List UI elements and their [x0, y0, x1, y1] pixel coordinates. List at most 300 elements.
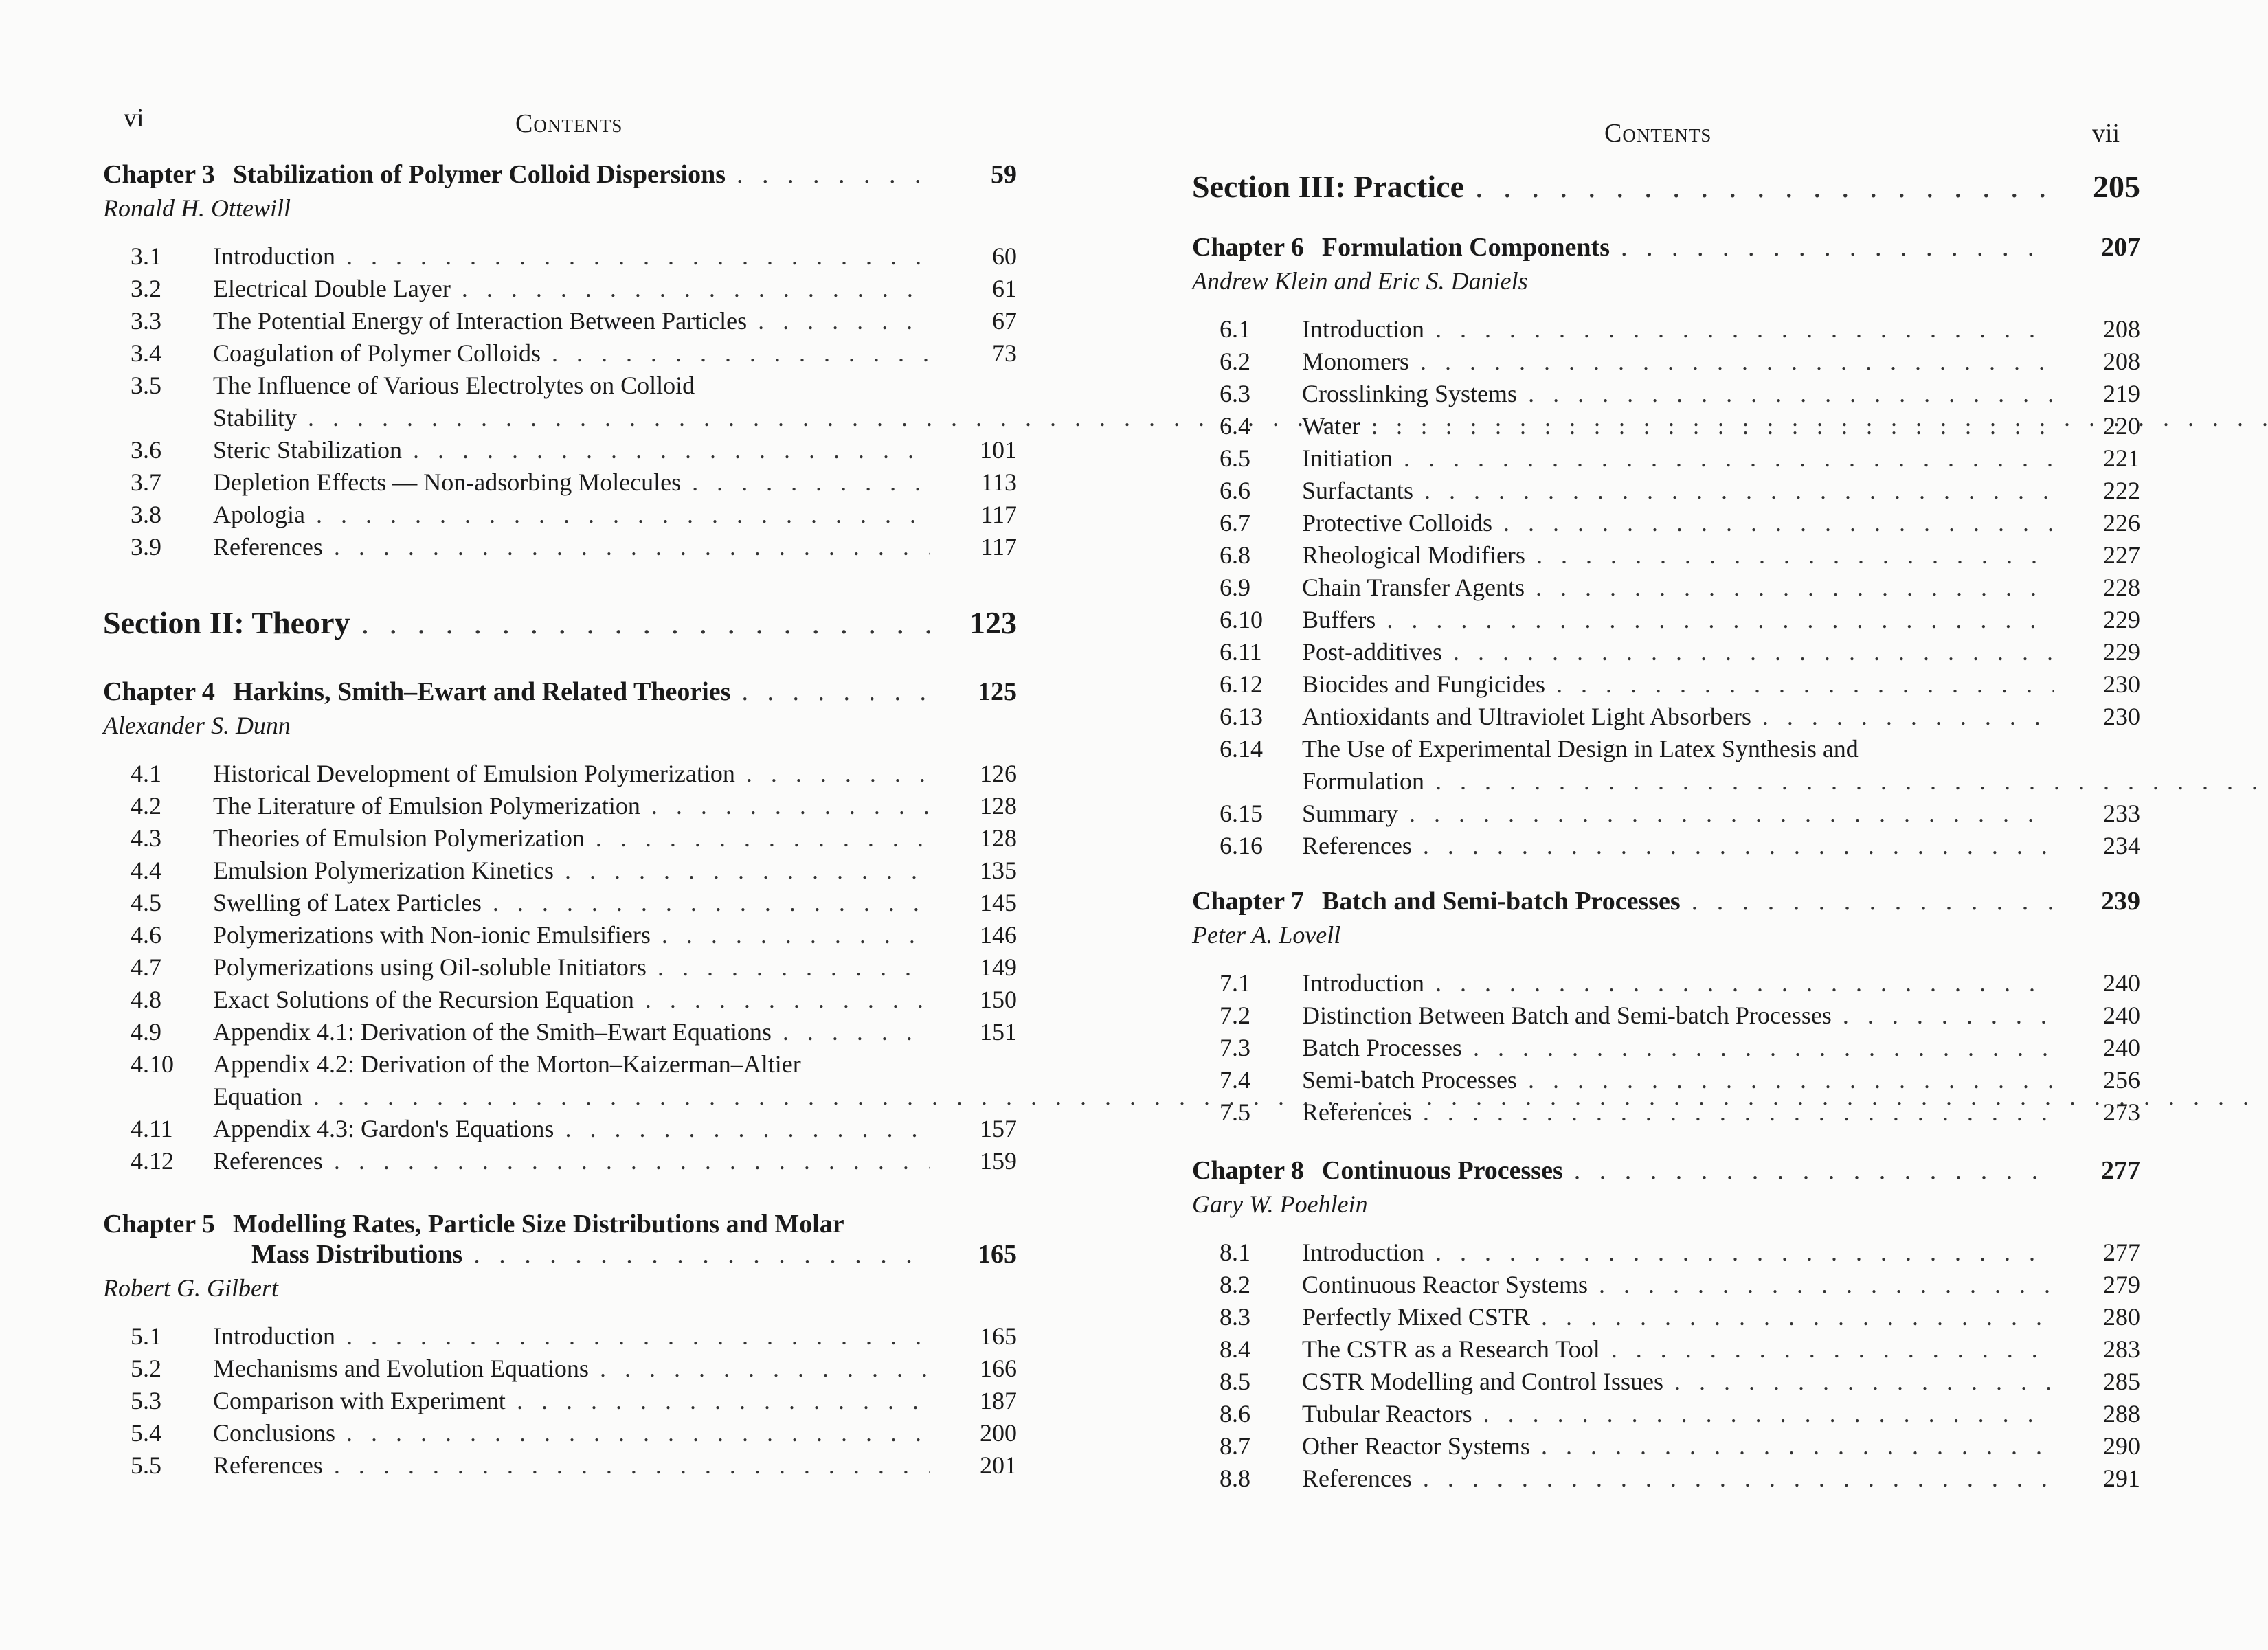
toc-entry[interactable]: [103, 337, 1017, 370]
entry-page: 208: [2103, 315, 2140, 343]
toc-entry[interactable]: [1192, 378, 2140, 410]
entry-page: 166: [980, 1355, 1017, 1382]
leader-dots: [783, 1016, 930, 1048]
entry-number: 3.6: [131, 436, 161, 464]
entry-number: 7.4: [1220, 1066, 1250, 1094]
entry-number: 4.3: [131, 824, 161, 852]
section-title: Section III: Practice: [1192, 169, 1464, 204]
chapter-author: Andrew Klein and Eric S. Daniels: [1192, 267, 1528, 295]
entry-page: 222: [2103, 477, 2140, 504]
leader-dots: [1483, 1398, 2054, 1430]
entry-number: 6.12: [1220, 670, 1263, 698]
toc-entry[interactable]: [103, 1353, 1017, 1385]
toc-entry[interactable]: [103, 273, 1017, 305]
section-3: [1192, 168, 2140, 205]
entry-page: 230: [2103, 670, 2140, 698]
entry-title-line2: Stability: [213, 404, 297, 431]
chapter-page: 239: [2101, 887, 2140, 916]
entry-list: [1192, 313, 2140, 862]
toc-entry[interactable]: [1192, 1236, 2140, 1269]
entry-page: 273: [2103, 1098, 2140, 1126]
toc-entry[interactable]: [1192, 733, 2140, 798]
entry-number: 3.3: [131, 307, 161, 335]
toc-entry[interactable]: [1192, 1333, 2140, 1366]
toc-entry[interactable]: [103, 434, 1017, 466]
entry-title: References: [213, 1147, 323, 1175]
chapter-author: Ronald H. Ottewill: [103, 194, 291, 222]
entry-number: 4.1: [131, 760, 161, 787]
toc-entry[interactable]: [103, 1385, 1017, 1417]
chapter-author: Robert G. Gilbert: [103, 1274, 278, 1302]
toc-entry[interactable]: [1192, 1301, 2140, 1333]
chapter-title: Modelling Rates, Particle Size Distributions and Molar: [232, 1210, 844, 1239]
entry-title: Buffers: [1302, 606, 1376, 633]
left-running-head: Contents: [515, 109, 623, 138]
entry-title: Surfactants: [1302, 477, 1413, 504]
entry-number: 8.3: [1220, 1303, 1250, 1331]
toc-entry[interactable]: [1192, 1462, 2140, 1495]
entry-number: 6.4: [1220, 412, 1250, 440]
entry-list: [1192, 967, 2140, 1129]
entry-page: 60: [992, 242, 1017, 270]
entry-number: 3.5: [131, 372, 161, 399]
entry-number: 4.4: [131, 857, 161, 884]
entry-page: 128: [980, 824, 1017, 852]
chapter-author: Alexander S. Dunn: [103, 712, 291, 739]
entry-number: 6.14: [1220, 735, 1263, 762]
entry-title: Batch Processes: [1302, 1034, 1462, 1061]
entry-title: The Use of Experimental Design in Latex Synthesis and: [1302, 735, 1859, 762]
entry-number: 7.2: [1220, 1002, 1250, 1029]
section-2: [103, 604, 1017, 641]
entry-title: The Literature of Emulsion Polymerization: [213, 792, 640, 820]
entry-number: 3.7: [131, 468, 161, 496]
entry-number: 4.6: [131, 921, 161, 949]
leader-dots: [473, 1239, 930, 1269]
entry-title: Semi-batch Processes: [1302, 1066, 1517, 1094]
entry-page: 165: [980, 1322, 1017, 1350]
entry-number: 4.12: [131, 1147, 174, 1175]
leader-dots: [552, 337, 930, 370]
entry-title: Appendix 4.2: Derivation of the Morton–Kaizerman–Altier: [213, 1050, 801, 1078]
entry-page: 128: [980, 792, 1017, 820]
entry-number: 8.6: [1220, 1400, 1250, 1427]
entry-page: 285: [2103, 1368, 2140, 1395]
entry-title: Electrical Double Layer: [213, 275, 451, 302]
entry-number: 7.5: [1220, 1098, 1250, 1126]
entry-title: Introduction: [213, 1322, 335, 1350]
toc-entry[interactable]: [103, 822, 1017, 855]
toc-entry[interactable]: [103, 240, 1017, 273]
entry-title: Conclusions: [213, 1419, 336, 1447]
leader-dots: [1435, 765, 2268, 798]
entry-page: 146: [980, 921, 1017, 949]
entry-title: Mechanisms and Evolution Equations: [213, 1355, 589, 1382]
entry-page: 200: [980, 1419, 1017, 1447]
entry-number: 4.9: [131, 1018, 161, 1046]
toc-entry[interactable]: [103, 758, 1017, 790]
toc-entry[interactable]: [1192, 313, 2140, 346]
toc-entry[interactable]: [1192, 668, 2140, 701]
entry-number: 7.3: [1220, 1034, 1250, 1061]
section-heading[interactable]: [103, 604, 1017, 641]
toc-entry[interactable]: [1192, 1064, 2140, 1096]
entry-title: The CSTR as a Research Tool: [1302, 1335, 1600, 1363]
entry-page: 226: [2103, 509, 2140, 536]
toc-entry[interactable]: [103, 1048, 1017, 1113]
chapter-heading[interactable]: [1192, 232, 2140, 262]
entry-number: 5.1: [131, 1322, 161, 1350]
entry-page: 157: [980, 1115, 1017, 1142]
entry-page: 229: [2103, 638, 2140, 666]
toc-entry[interactable]: [103, 1145, 1017, 1177]
leader-dots: [413, 434, 930, 466]
chapter-4: [103, 677, 1017, 1177]
entry-number: 5.3: [131, 1387, 161, 1414]
toc-entry[interactable]: [103, 951, 1017, 984]
entry-page: 277: [2103, 1239, 2140, 1266]
toc-entry[interactable]: [1192, 539, 2140, 572]
chapter-title: Formulation Components: [1321, 233, 1610, 262]
chapter-label: Chapter 3: [103, 160, 215, 189]
entry-list: [103, 240, 1017, 563]
entry-title: Polymerizations using Oil-soluble Initiators: [213, 953, 647, 981]
entry-title: References: [1302, 832, 1412, 859]
toc-entry[interactable]: [1192, 1430, 2140, 1462]
entry-number: 8.7: [1220, 1432, 1250, 1460]
toc-entry[interactable]: [1192, 1032, 2140, 1064]
chapter-title: Continuous Processes: [1321, 1156, 1563, 1185]
chapter-6: [1192, 232, 2140, 862]
chapter-label: Chapter 8: [1192, 1156, 1304, 1185]
entry-title: References: [1302, 1465, 1412, 1492]
entry-number: 6.11: [1220, 638, 1262, 666]
leader-dots: [737, 159, 930, 190]
chapter-5: [103, 1209, 1017, 1482]
entry-title: Appendix 4.3: Gardon's Equations: [213, 1115, 554, 1142]
leader-dots: [1435, 1236, 2054, 1269]
toc-entry[interactable]: [1192, 346, 2140, 378]
toc-entry[interactable]: [103, 1320, 1017, 1353]
leader-dots: [346, 240, 930, 273]
chapter-heading[interactable]: [103, 159, 1017, 190]
entry-title: Exact Solutions of the Recursion Equation: [213, 986, 634, 1013]
toc-entry[interactable]: [1192, 572, 2140, 604]
chapter-page: 125: [978, 677, 1017, 706]
entry-title: Summary: [1302, 800, 1398, 827]
entry-page: 149: [980, 953, 1017, 981]
toc-entry[interactable]: [103, 466, 1017, 499]
leader-dots: [692, 466, 930, 499]
toc-entry[interactable]: [1192, 636, 2140, 668]
chapter-heading[interactable]: [103, 677, 1017, 707]
leader-dots: [1599, 1269, 2054, 1301]
leader-dots: [1611, 1333, 2054, 1366]
chapter-title: Harkins, Smith–Ewart and Related Theories: [232, 677, 731, 706]
toc-entry[interactable]: [103, 984, 1017, 1016]
entry-page: 151: [980, 1018, 1017, 1046]
entry-title: Apologia: [213, 501, 305, 528]
entry-number: 5.4: [131, 1419, 161, 1447]
chapter-author: Peter A. Lovell: [1192, 921, 1341, 949]
entry-page: 227: [2103, 541, 2140, 569]
entry-title: Introduction: [213, 242, 335, 270]
toc-entry[interactable]: [1192, 1096, 2140, 1129]
toc-entry[interactable]: [103, 531, 1017, 563]
chapter-author: Gary W. Poehlein: [1192, 1190, 1368, 1218]
chapter-page: 165: [978, 1240, 1017, 1269]
entry-number: 4.5: [131, 889, 161, 916]
entry-list: [1192, 1236, 2140, 1495]
entry-page: 61: [992, 275, 1017, 302]
entry-page: 233: [2103, 800, 2140, 827]
entry-number: 4.11: [131, 1115, 173, 1142]
entry-title: Steric Stabilization: [213, 436, 402, 464]
toc-entry[interactable]: [103, 305, 1017, 337]
entry-title: Comparison with Experiment: [213, 1387, 506, 1414]
entry-number: 6.1: [1220, 315, 1250, 343]
toc-entry[interactable]: [1192, 830, 2140, 862]
entry-number: 6.15: [1220, 800, 1263, 827]
entry-number: 3.4: [131, 339, 161, 367]
entry-title: Chain Transfer Agents: [1302, 574, 1525, 601]
leader-dots: [1536, 539, 2054, 572]
entry-number: 6.7: [1220, 509, 1250, 536]
chapter-title: Stabilization of Polymer Colloid Dispersions: [232, 160, 726, 189]
entry-title: Crosslinking Systems: [1302, 380, 1518, 407]
entry-page: 220: [2103, 412, 2140, 440]
chapter-heading[interactable]: [1192, 886, 2140, 916]
chapter-7: [1192, 886, 2140, 1129]
chapter-heading[interactable]: [103, 1209, 1017, 1269]
entry-page: 240: [2103, 1002, 2140, 1029]
entry-title: CSTR Modelling and Control Issues: [1302, 1368, 1664, 1395]
leader-dots: [493, 887, 930, 919]
toc-entry[interactable]: [1192, 701, 2140, 733]
right-running-head: Contents: [1604, 119, 1712, 148]
leader-dots: [1386, 604, 2054, 636]
toc-entry[interactable]: [103, 919, 1017, 951]
toc-entry[interactable]: [1192, 1398, 2140, 1430]
leader-dots: [346, 1417, 930, 1449]
entry-title: Introduction: [1302, 969, 1424, 997]
entry-page: 280: [2103, 1303, 2140, 1331]
entry-title: Protective Colloids: [1302, 509, 1492, 536]
entry-page: 117: [980, 533, 1017, 561]
entry-number: 8.4: [1220, 1335, 1250, 1363]
leader-dots: [1541, 1301, 2054, 1333]
entry-page: 145: [980, 889, 1017, 916]
entry-page: 279: [2103, 1271, 2140, 1298]
entry-page: 117: [980, 501, 1017, 528]
leader-dots: [1423, 1096, 2054, 1129]
entry-number: 3.2: [131, 275, 161, 302]
entry-title: Antioxidants and Ultraviolet Light Absorbers: [1302, 703, 1751, 730]
entry-list: [103, 1320, 1017, 1482]
toc-entry[interactable]: [1192, 604, 2140, 636]
entry-title: Polymerizations with Non-ionic Emulsifiers: [213, 921, 651, 949]
leader-dots: [1556, 668, 2054, 701]
entry-number: 5.5: [131, 1451, 161, 1479]
leader-dots: [1404, 442, 2054, 475]
entry-page: 113: [980, 468, 1017, 496]
entry-page: 240: [2103, 969, 2140, 997]
entry-page: 234: [2103, 832, 2140, 859]
toc-entry[interactable]: [103, 887, 1017, 919]
leader-dots: [600, 1353, 930, 1385]
entry-number: 6.3: [1220, 380, 1250, 407]
entry-page: 256: [2103, 1066, 2140, 1094]
entry-number: 6.13: [1220, 703, 1263, 730]
chapter-label: Chapter 5: [103, 1210, 215, 1239]
leader-dots: [1536, 572, 2054, 604]
leader-dots: [565, 1113, 930, 1145]
leader-dots: [1435, 313, 2054, 346]
leader-dots: [1420, 346, 2054, 378]
entry-number: 4.2: [131, 792, 161, 820]
entry-title: Emulsion Polymerization Kinetics: [213, 857, 554, 884]
toc-entry[interactable]: [1192, 1366, 2140, 1398]
leader-dots: [662, 919, 930, 951]
entry-number: 8.5: [1220, 1368, 1250, 1395]
toc-entry[interactable]: [1192, 967, 2140, 999]
chapter-title: Batch and Semi-batch Processes: [1321, 887, 1681, 916]
section-title: Section II: Theory: [103, 605, 350, 640]
entry-title: Coagulation of Polymer Colloids: [213, 339, 541, 367]
chapter-page: 207: [2101, 233, 2140, 262]
entry-page: 135: [980, 857, 1017, 884]
chapter-page: 277: [2101, 1156, 2140, 1185]
toc-entry[interactable]: [103, 1449, 1017, 1482]
chapter-label: Chapter 6: [1192, 233, 1304, 262]
entry-title: The Influence of Various Electrolytes on Colloid: [213, 372, 695, 399]
entry-page: 67: [992, 307, 1017, 335]
entry-title: Rheological Modifiers: [1302, 541, 1525, 569]
leader-dots: [1674, 1366, 2054, 1398]
entry-title: References: [213, 1451, 323, 1479]
chapter-label: Chapter 7: [1192, 887, 1304, 916]
entry-title: Monomers: [1302, 348, 1409, 375]
entry-list: [103, 758, 1017, 1177]
toc-entry[interactable]: [103, 1113, 1017, 1145]
entry-page: 228: [2103, 574, 2140, 601]
entry-title-line2: Equation: [213, 1083, 302, 1110]
leader-dots: [1473, 1032, 2054, 1064]
toc-entry[interactable]: [1192, 410, 2140, 442]
leader-dots: [1692, 886, 2054, 916]
entry-number: 4.10: [131, 1050, 174, 1078]
leader-dots: [1541, 1430, 2054, 1462]
chapter-heading[interactable]: [1192, 1155, 2140, 1186]
entry-title: Perfectly Mixed CSTR: [1302, 1303, 1530, 1331]
entry-number: 6.6: [1220, 477, 1250, 504]
entry-page: 283: [2103, 1335, 2140, 1363]
leader-dots: [346, 1320, 930, 1353]
section-page: 205: [2093, 169, 2140, 204]
leader-dots: [746, 758, 930, 790]
leader-dots: [1843, 999, 2054, 1032]
leader-dots: [651, 790, 930, 822]
toc-entry[interactable]: [103, 1417, 1017, 1449]
entry-page: 201: [980, 1451, 1017, 1479]
leader-dots: [1621, 232, 2054, 262]
entry-number: 6.9: [1220, 574, 1250, 601]
leader-dots: [1423, 1462, 2054, 1495]
entry-title: Post-additives: [1302, 638, 1442, 666]
entry-page: 126: [980, 760, 1017, 787]
leader-dots: [334, 1449, 930, 1482]
entry-title: Swelling of Latex Particles: [213, 889, 482, 916]
entry-number: 8.8: [1220, 1465, 1250, 1492]
leader-dots: [361, 604, 931, 641]
entry-page: 291: [2103, 1465, 2140, 1492]
chapter-8: [1192, 1155, 2140, 1495]
leader-dots: [565, 855, 930, 887]
leader-dots: [517, 1385, 930, 1417]
leader-dots: [1528, 1064, 2054, 1096]
toc-entry[interactable]: [1192, 999, 2140, 1032]
toc-entry[interactable]: [1192, 798, 2140, 830]
entry-page: 240: [2103, 1034, 2140, 1061]
entry-title: Theories of Emulsion Polymerization: [213, 824, 585, 852]
entry-page: 229: [2103, 606, 2140, 633]
entry-title: Appendix 4.1: Derivation of the Smith–Ewart Equations: [213, 1018, 772, 1046]
toc-entry[interactable]: [103, 499, 1017, 531]
entry-title: Introduction: [1302, 315, 1424, 343]
entry-page: 290: [2103, 1432, 2140, 1460]
leader-dots: [596, 822, 930, 855]
entry-number: 8.2: [1220, 1271, 1250, 1298]
toc-entry[interactable]: [103, 1016, 1017, 1048]
toc-entry[interactable]: [103, 790, 1017, 822]
entry-number: 6.5: [1220, 444, 1250, 472]
entry-number: 3.8: [131, 501, 161, 528]
leader-dots: [1475, 168, 2054, 205]
toc-entry[interactable]: [1192, 507, 2140, 539]
entry-page: 208: [2103, 348, 2140, 375]
entry-title: Other Reactor Systems: [1302, 1432, 1530, 1460]
toc-entry[interactable]: [103, 370, 1017, 434]
entry-number: 7.1: [1220, 969, 1250, 997]
leader-dots: [645, 984, 930, 1016]
entry-title: Tubular Reactors: [1302, 1400, 1472, 1427]
entry-number: 3.1: [131, 242, 161, 270]
entry-number: 3.9: [131, 533, 161, 561]
entry-title: Continuous Reactor Systems: [1302, 1271, 1588, 1298]
entry-number: 4.7: [131, 953, 161, 981]
leader-dots: [758, 305, 930, 337]
entry-page: 288: [2103, 1400, 2140, 1427]
entry-title: Water: [1302, 412, 1361, 440]
toc-entry[interactable]: [1192, 442, 2140, 475]
entry-page: 230: [2103, 703, 2140, 730]
toc-entry[interactable]: [1192, 1269, 2140, 1301]
entry-title: References: [213, 533, 323, 561]
leader-dots: [1423, 830, 2054, 862]
chapter-title-line2: Mass Distributions: [251, 1240, 463, 1269]
entry-title: Initiation: [1302, 444, 1393, 472]
entry-number: 6.8: [1220, 541, 1250, 569]
entry-page: 219: [2103, 380, 2140, 407]
leader-dots: [334, 531, 930, 563]
toc-entry[interactable]: [1192, 475, 2140, 507]
chapter-label: Chapter 4: [103, 677, 215, 706]
entry-number: 6.10: [1220, 606, 1263, 633]
entry-title: Introduction: [1302, 1239, 1424, 1266]
leader-dots: [462, 273, 930, 305]
section-heading[interactable]: [1192, 168, 2140, 205]
toc-entry[interactable]: [103, 855, 1017, 887]
